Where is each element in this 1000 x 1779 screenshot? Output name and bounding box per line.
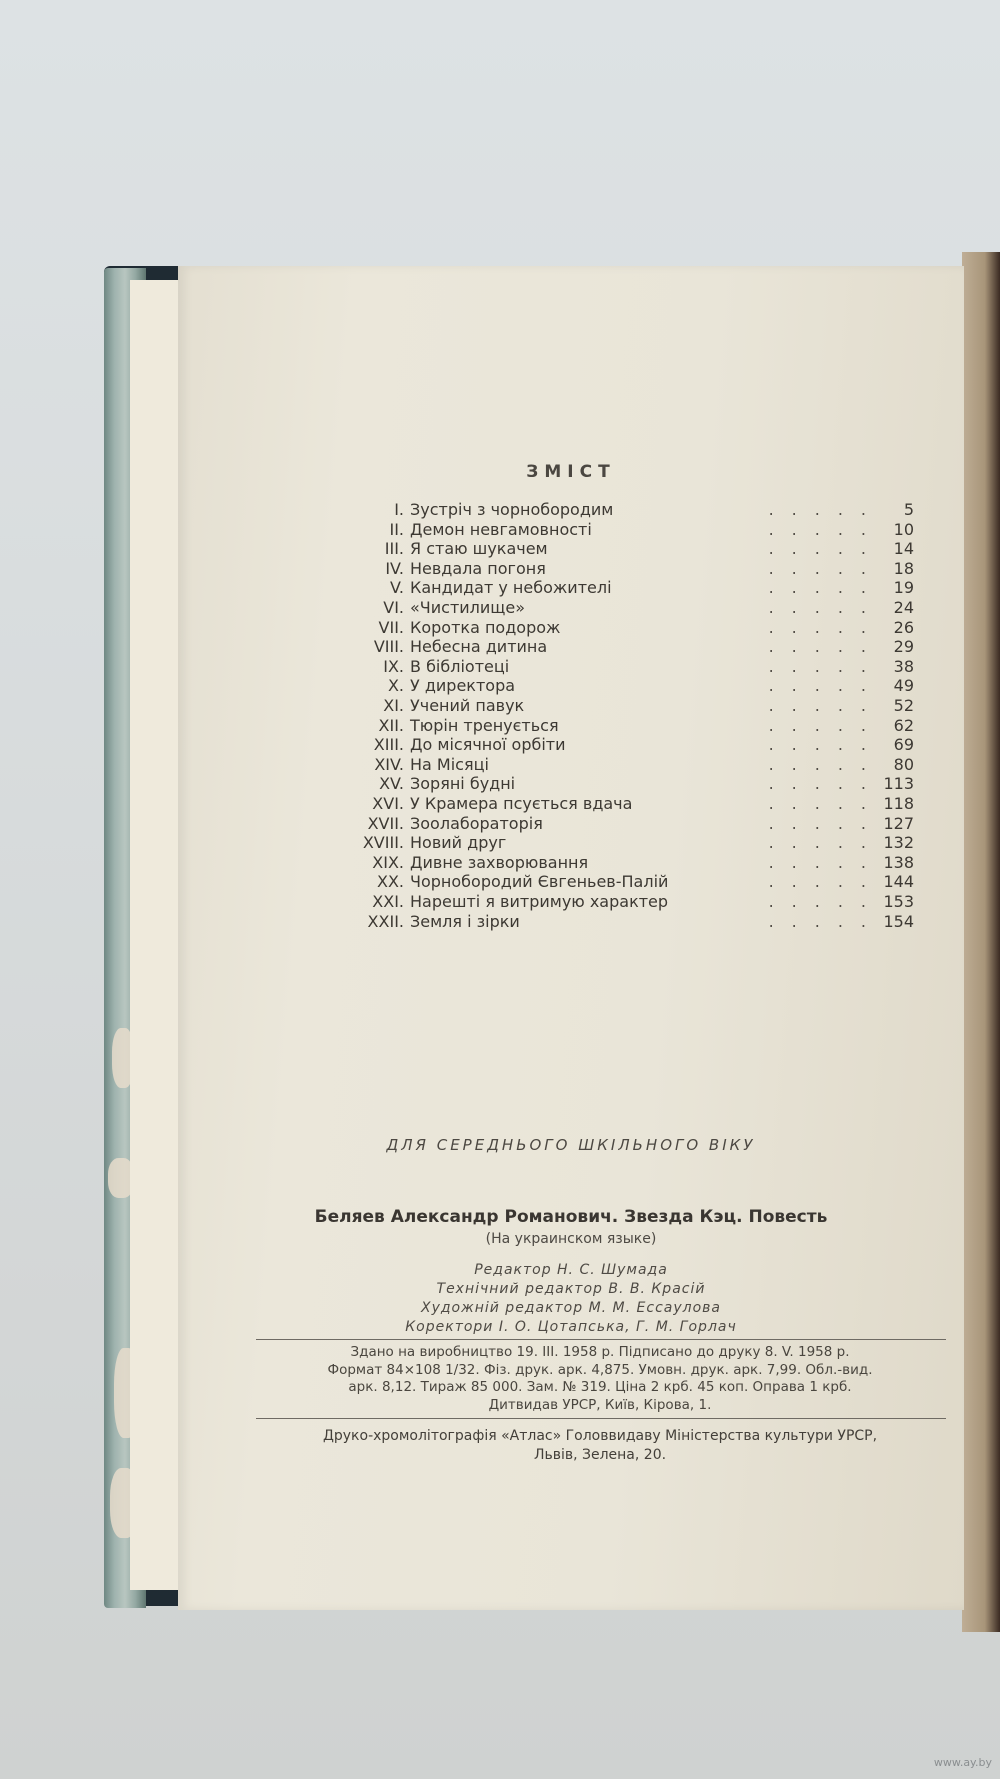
toc-entry-title: Зоряні будні xyxy=(410,774,516,794)
credits xyxy=(178,1261,964,1337)
toc-entry xyxy=(178,774,964,794)
toc-entry-number: X. xyxy=(387,676,404,696)
toc-leader-dots: ..... xyxy=(768,911,884,931)
toc-entry-page: 144 xyxy=(883,872,914,892)
toc-entry-title: Небесна дитина xyxy=(410,637,548,657)
toc-entry-title: Демон невгамовності xyxy=(410,519,592,539)
toc-entry-page: 5 xyxy=(903,500,914,519)
toc-entry-page: 38 xyxy=(893,656,914,676)
toc-leader-dots: ..... xyxy=(768,598,884,617)
toc-entry-page: 113 xyxy=(883,774,914,794)
toc-entry-number: XIX. xyxy=(372,852,404,872)
language-note: (На украинском языке) xyxy=(485,1231,657,1247)
divider xyxy=(256,1418,946,1419)
toc-entry xyxy=(178,578,964,598)
book-page xyxy=(178,266,964,1610)
toc-entry-number: XII. xyxy=(378,715,404,735)
toc-entry xyxy=(178,872,964,892)
toc-entry-number: V. xyxy=(390,578,404,598)
toc-entry-number: IX. xyxy=(383,656,404,676)
imprint-line: Формат 84×108 1/32. Фіз. друк. арк. 4,875. Умовн. друк. арк. 7,99. Обл.-вид. xyxy=(327,1361,873,1378)
toc-entry-page: 118 xyxy=(883,794,914,813)
toc-entry-number: XIII. xyxy=(373,735,404,755)
imprint-line: Здано на виробництво 19. III. 1958 р. Підписано до друку 8. V. 1958 р. xyxy=(350,1344,850,1360)
toc-entry-title: До місячної орбіти xyxy=(410,735,566,755)
toc-entry-page: 26 xyxy=(893,617,914,637)
toc-entry-page: 49 xyxy=(893,676,914,696)
toc-entry-number: XXI. xyxy=(372,892,404,911)
toc-entry xyxy=(178,520,964,540)
toc-entry-page: 127 xyxy=(883,813,914,833)
toc-entry xyxy=(178,755,964,775)
toc-entry-title: Тюрін тренується xyxy=(410,715,559,735)
toc-entry xyxy=(178,892,964,912)
credit-line: Редактор Н. С. Шумада xyxy=(474,1262,668,1278)
toc-entry-page: 132 xyxy=(883,833,914,853)
toc-entry xyxy=(178,716,964,736)
toc-entry-number: XVIII. xyxy=(362,833,404,853)
divider xyxy=(256,1339,946,1340)
toc-entry-page: 19 xyxy=(893,578,914,598)
toc-entry-title: На Місяці xyxy=(410,754,489,774)
toc-entry-title: Учений павук xyxy=(410,696,525,715)
toc-entry-number: VII. xyxy=(378,617,404,637)
toc-entry-title: Кандидат у небожителі xyxy=(410,578,612,598)
toc-entry-title: «Чистилище» xyxy=(410,598,525,617)
toc-entry-number: IV. xyxy=(385,558,404,578)
toc-entry xyxy=(178,637,964,657)
toc-leader-dots: ..... xyxy=(768,794,884,813)
toc-entry-page: 52 xyxy=(893,696,914,715)
toc-leader-dots: ..... xyxy=(768,813,884,833)
toc-entry-title: Зоолабораторія xyxy=(410,813,543,833)
toc-entry xyxy=(178,618,964,638)
page-edges xyxy=(962,252,1000,1632)
toc-entry-number: II. xyxy=(389,519,404,539)
toc-entry xyxy=(178,853,964,873)
toc-entry-number: XIV. xyxy=(374,754,404,774)
toc-entry-number: XV. xyxy=(379,774,404,794)
toc-entry-title: Новий друг xyxy=(410,833,507,853)
book-title: Беляев Александр Романович. Звезда Кэц. Повесть xyxy=(314,1207,828,1227)
toc-entry-page: 153 xyxy=(883,892,914,911)
toc-entry-title: Я стаю шукачем xyxy=(410,539,548,559)
toc-entry-number: I. xyxy=(394,500,404,519)
imprint xyxy=(250,1344,950,1414)
toc-leader-dots: ..... xyxy=(768,754,884,774)
toc-leader-dots: ..... xyxy=(768,637,884,657)
toc-entry-title: Нарешті я витримую характер xyxy=(410,892,669,911)
printer-line: Львів, Зелена, 20. xyxy=(533,1447,667,1463)
toc-entry-page: 24 xyxy=(893,598,914,617)
toc-leader-dots: ..... xyxy=(768,774,884,794)
toc-leader-dots: ..... xyxy=(768,539,884,559)
toc-entry-number: VI. xyxy=(383,598,404,617)
toc-entry-number: XX. xyxy=(376,872,404,892)
toc-leader-dots: ..... xyxy=(768,500,884,519)
toc-entry-title: У Крамера псується вдача xyxy=(410,794,633,813)
toc-entry-page: 80 xyxy=(893,754,914,774)
toc-leader-dots: ..... xyxy=(768,617,884,637)
toc-leader-dots: ..... xyxy=(768,519,884,539)
imprint-line: арк. 8,12. Тираж 85 000. Зам. № 319. Ціна 2 крб. 45 коп. Оправа 1 крб. xyxy=(348,1379,852,1395)
toc-entry-title: Дивне захворювання xyxy=(410,852,589,872)
toc-entry-number: XVII. xyxy=(367,813,404,833)
toc-entry xyxy=(178,657,964,677)
toc-entry xyxy=(178,814,964,834)
watermark: www.ay.by xyxy=(933,1756,992,1769)
toc-entry-number: III. xyxy=(384,539,404,559)
printer-info xyxy=(250,1427,950,1465)
credit-line: Коректори І. О. Цотапська, Г. М. Горлач xyxy=(405,1319,737,1335)
toc-leader-dots: ..... xyxy=(768,578,884,598)
toc-entry-page: 14 xyxy=(893,539,914,559)
toc-leader-dots: ..... xyxy=(768,656,884,676)
toc-entry-page: 62 xyxy=(893,715,914,735)
toc-entry-number: XXII. xyxy=(367,911,404,931)
page-title: ЗМІСТ xyxy=(526,462,616,482)
toc-entry-page: 69 xyxy=(893,735,914,755)
toc-leader-dots: ..... xyxy=(768,715,884,735)
toc-entry-page: 10 xyxy=(893,519,914,539)
toc-entry-title: В бібліотеці xyxy=(410,656,510,676)
toc-entry-page: 18 xyxy=(893,558,914,578)
toc-entry xyxy=(178,559,964,579)
toc-leader-dots: ..... xyxy=(768,892,884,911)
toc-leader-dots: ..... xyxy=(768,558,884,578)
toc-entry xyxy=(178,833,964,853)
credit-line: Технічний редактор В. В. Красій xyxy=(436,1281,706,1297)
toc-entry-number: XI. xyxy=(383,696,404,715)
toc-entry xyxy=(178,735,964,755)
toc-entry-page: 154 xyxy=(883,911,914,931)
toc-leader-dots: ..... xyxy=(768,833,884,853)
toc-entry xyxy=(178,500,964,520)
toc-entry-title: Чорнобородий Євгеньев-Палій xyxy=(410,872,669,892)
toc-entry xyxy=(178,676,964,696)
imprint-line: Дитвидав УРСР, Київ, Кірова, 1. xyxy=(488,1396,712,1413)
printer-line: Друко-хромолітографія «Атлас» Головвидаву Міністерства культури УРСР, xyxy=(322,1428,878,1444)
toc-entry-title: Зустріч з чорнобородим xyxy=(410,500,614,519)
toc-leader-dots: ..... xyxy=(768,872,884,892)
toc-entry xyxy=(178,912,964,932)
toc-entry xyxy=(178,539,964,559)
toc-entry-title: У директора xyxy=(410,676,516,696)
toc-entry-title: Коротка подорож xyxy=(410,617,561,637)
toc-leader-dots: ..... xyxy=(768,676,884,696)
toc-entry-title: Невдала погоня xyxy=(410,558,546,578)
toc-leader-dots: ..... xyxy=(768,852,884,872)
toc-entry-number: XVI. xyxy=(372,794,404,813)
toc-entry xyxy=(178,794,964,814)
audience-note: ДЛЯ СЕРЕДНЬОГО ШКІЛЬНОГО ВІКУ xyxy=(386,1136,756,1154)
toc-entry-page: 29 xyxy=(893,637,914,657)
toc-leader-dots: ..... xyxy=(768,735,884,755)
credit-line: Художній редактор М. М. Ессаулова xyxy=(420,1300,721,1316)
toc-leader-dots: ..... xyxy=(768,696,884,715)
toc-entry-title: Земля і зірки xyxy=(410,911,520,931)
toc-entry-page: 138 xyxy=(883,852,914,872)
toc-entry xyxy=(178,598,964,618)
toc-entry xyxy=(178,696,964,716)
toc-entry-number: VIII. xyxy=(373,637,404,657)
